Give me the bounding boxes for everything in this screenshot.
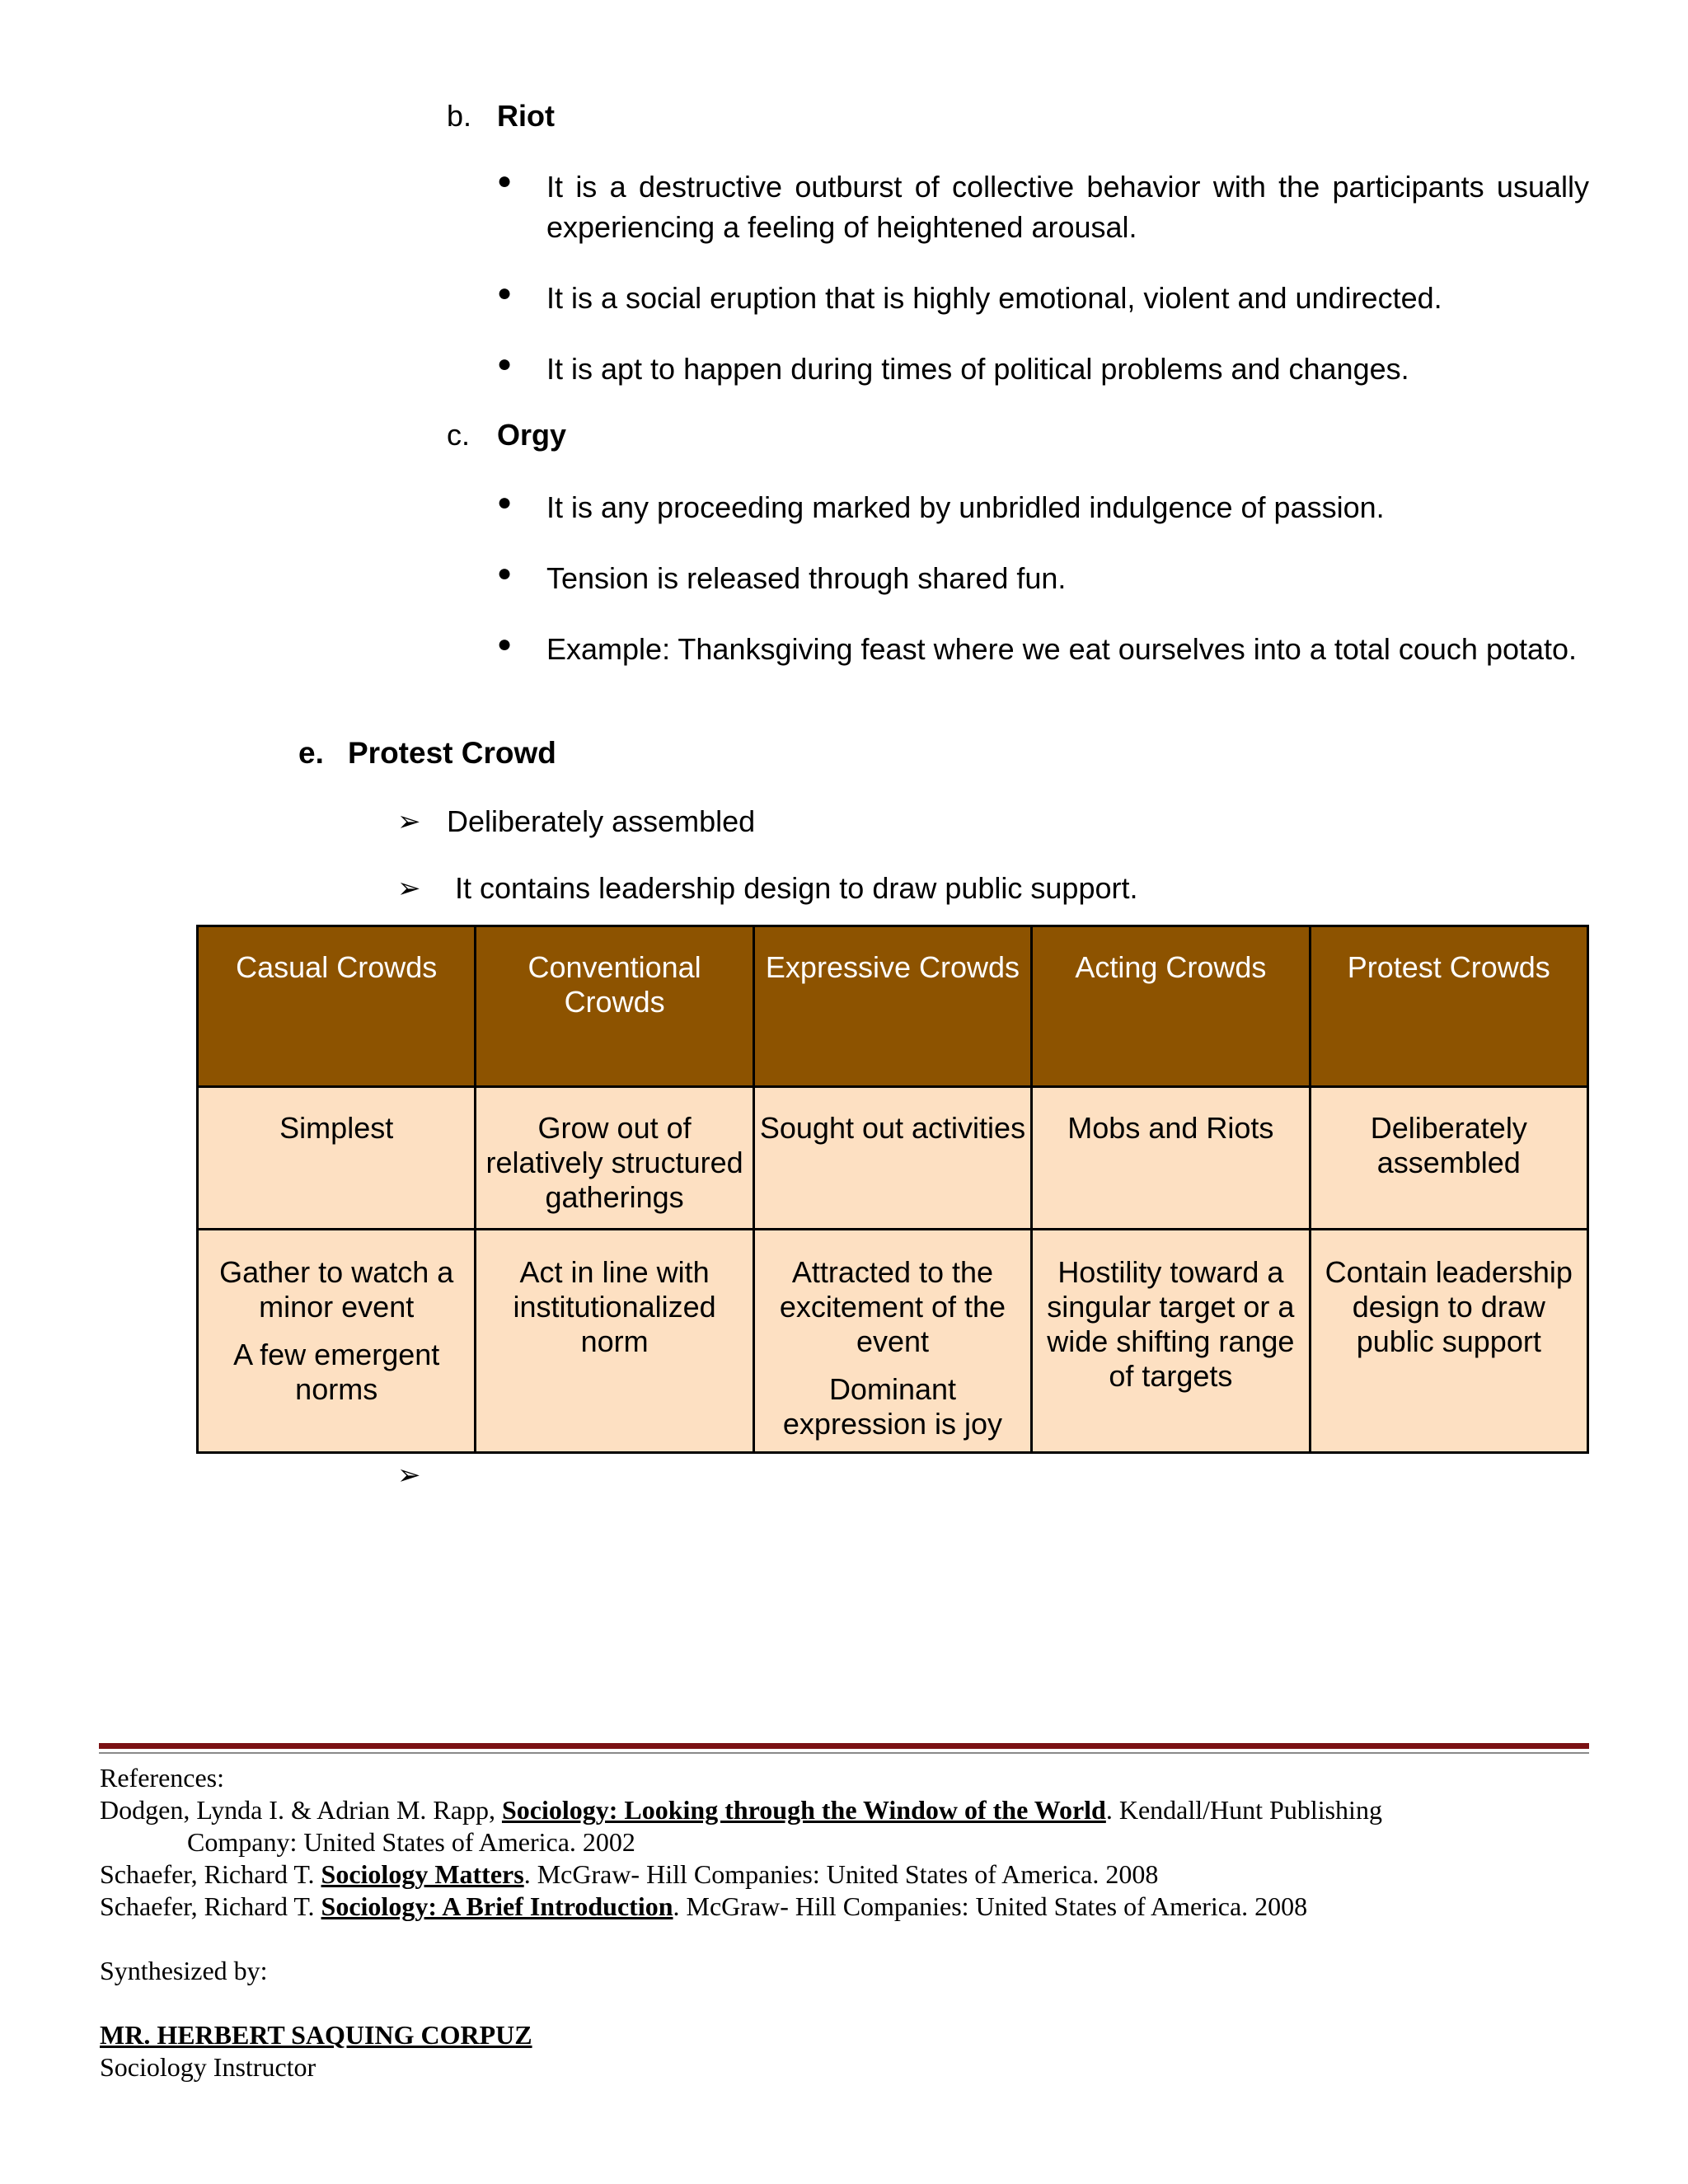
orgy-bullet-3: Example: Thanksgiving feast where we eat ourselves into a total couch potato. bbox=[546, 632, 1578, 666]
reference-title: Sociology Matters bbox=[321, 1859, 524, 1889]
cell-text: Act in line with institutionalized norm bbox=[513, 1255, 716, 1358]
reference-entry: Dodgen, Lynda I. & Adrian M. Rapp, Sociology: Looking through the Window of the World. Kendall/Hunt Publishing bbox=[100, 1795, 1382, 1825]
table-row bbox=[198, 1230, 1588, 1453]
reference-entry-continued: Company: United States of America. 2002 bbox=[187, 1827, 635, 1857]
riot-bullet-3: It is apt to happen during times of political problems and changes. bbox=[546, 352, 1409, 386]
riot-bullet-2: It is a social eruption that is highly emotional, violent and undirected. bbox=[546, 281, 1442, 315]
footer-divider-thin bbox=[99, 1752, 1589, 1754]
bullet-icon: ● bbox=[497, 167, 513, 194]
table-cell: Grow out of relatively structured gatherings bbox=[476, 1087, 753, 1230]
protest-crowd-letter: e. bbox=[298, 736, 324, 770]
orgy-letter: c. bbox=[447, 418, 471, 452]
crowd-types-table bbox=[196, 925, 1589, 1454]
table-cell: Sought out activities bbox=[753, 1087, 1031, 1230]
header-acting-crowds: Acting Crowds bbox=[1032, 926, 1310, 1087]
header-casual-crowds: Casual Crowds bbox=[198, 926, 476, 1087]
table-cell: Mobs and Riots bbox=[1032, 1087, 1310, 1230]
table-cell bbox=[1032, 1230, 1310, 1453]
table-row bbox=[198, 1087, 1588, 1230]
riot-letter: b. bbox=[447, 99, 472, 133]
table-cell bbox=[753, 1230, 1031, 1453]
bullet-icon: ● bbox=[497, 630, 513, 658]
header-protest-crowds: Protest Crowds bbox=[1310, 926, 1587, 1087]
table-cell bbox=[1310, 1230, 1587, 1453]
author-role: Sociology Instructor bbox=[100, 2052, 316, 2082]
header-expressive-crowds: Expressive Crowds bbox=[753, 926, 1031, 1087]
reference-title: Sociology: Looking through the Window of the World bbox=[501, 1795, 1106, 1825]
riot-bullet-1: It is a destructive outburst of collective behavior with the participants usually experiencing a feeling of heightened arousal. bbox=[546, 170, 1589, 244]
cell-text: Attracted to the excitement of the event bbox=[779, 1255, 1006, 1358]
cell-text: Gather to watch a minor event bbox=[219, 1255, 454, 1324]
bullet-icon: ● bbox=[497, 350, 513, 377]
orgy-bullet-1: It is any proceeding marked by unbridled indulgence of passion. bbox=[546, 490, 1385, 524]
arrow-bullet-icon: ➢ bbox=[397, 873, 421, 904]
table-header-row bbox=[198, 926, 1588, 1087]
bullet-icon: ● bbox=[497, 560, 513, 587]
cell-text: Dominant expression is joy bbox=[782, 1372, 1003, 1441]
orgy-heading: Orgy bbox=[497, 418, 567, 452]
protest-point-1: Deliberately assembled bbox=[447, 804, 756, 838]
cell-text: A few emergent norms bbox=[233, 1338, 440, 1406]
references-heading: References: bbox=[100, 1763, 225, 1793]
bullet-icon: ● bbox=[497, 489, 513, 516]
table-cell: Deliberately assembled bbox=[1310, 1087, 1587, 1230]
arrow-bullet-icon: ➢ bbox=[397, 806, 421, 837]
arrow-bullet-icon: ➢ bbox=[397, 1460, 421, 1491]
footer-divider bbox=[99, 1743, 1589, 1749]
cell-text: Contain leadership design to draw public support bbox=[1325, 1255, 1573, 1358]
table-cell bbox=[198, 1230, 476, 1453]
reference-entry: Schaefer, Richard T. Sociology Matters. McGraw- Hill Companies: United States of America. 2008 bbox=[100, 1859, 1159, 1889]
table-cell bbox=[476, 1230, 753, 1453]
bullet-icon: ● bbox=[497, 279, 513, 307]
author-name: MR. HERBERT SAQUING CORPUZ bbox=[100, 2020, 532, 2050]
cell-text: Hostility toward a singular target or a wide shifting range of targets bbox=[1047, 1255, 1295, 1393]
riot-heading: Riot bbox=[497, 99, 555, 133]
reference-title: Sociology: A Brief Introduction bbox=[321, 1891, 673, 1921]
table-cell: Simplest bbox=[198, 1087, 476, 1230]
protest-crowd-heading: Protest Crowd bbox=[348, 736, 556, 770]
orgy-bullet-2: Tension is released through shared fun. bbox=[546, 561, 1067, 595]
synthesized-by-label: Synthesized by: bbox=[100, 1956, 268, 1985]
protest-point-2: It contains leadership design to draw public support. bbox=[455, 871, 1138, 905]
reference-entry: Schaefer, Richard T. Sociology: A Brief Introduction. McGraw- Hill Companies: United States of America. 2008 bbox=[100, 1891, 1308, 1921]
header-conventional-crowds: Conventional Crowds bbox=[476, 926, 753, 1087]
